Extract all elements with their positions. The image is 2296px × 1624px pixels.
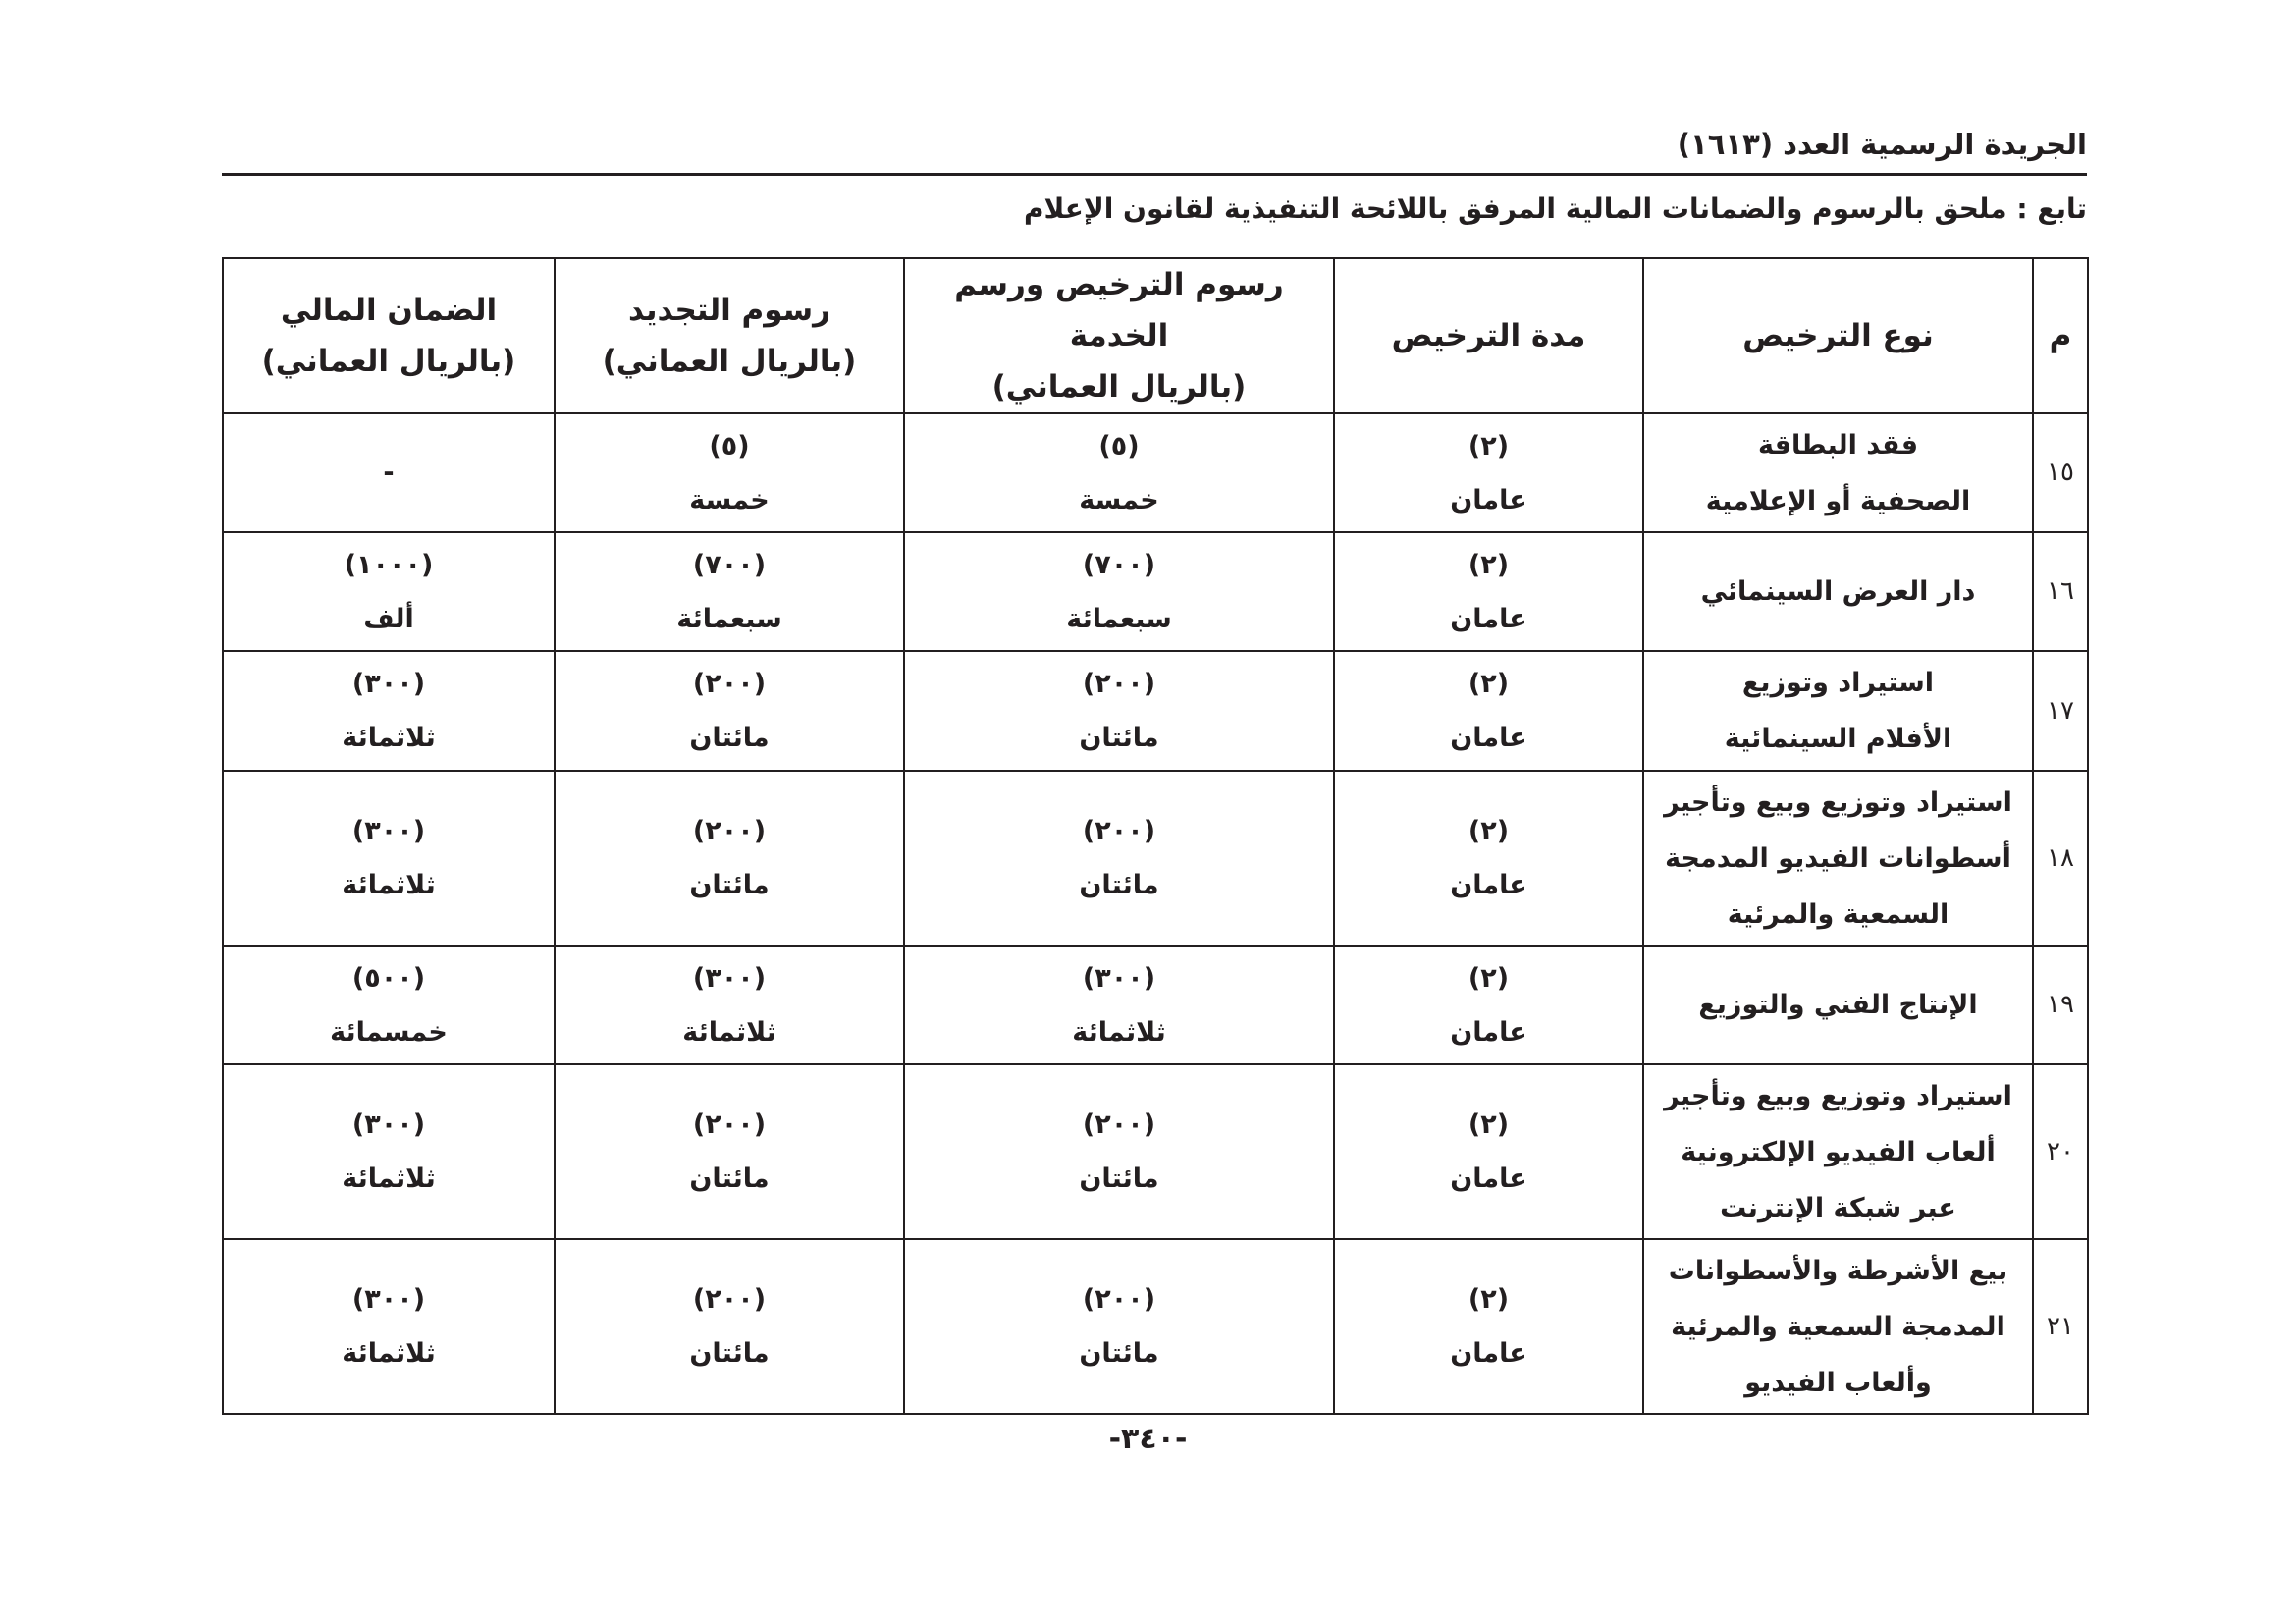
col-header-guarantee-line: الضمان المالي bbox=[280, 293, 498, 328]
renewal-fee-words: مائتان bbox=[689, 723, 770, 753]
duration-number: (٢) bbox=[1468, 962, 1510, 994]
annex-title: تابع : ملحق بالرسوم والضمانات المالية المرفق باللائحة التنفيذية لقانون الإعلام bbox=[1023, 192, 2087, 225]
row-number: ١٥ bbox=[2033, 413, 2088, 532]
renewal-fee-cell bbox=[555, 946, 904, 1064]
col-header-license-fee-line: رسوم الترخيص ورسم الخدمة bbox=[954, 267, 1284, 353]
guarantee-cell bbox=[223, 413, 555, 532]
license-fee-number: (٢٠٠) bbox=[1082, 1284, 1156, 1315]
row-number: ٢٠ bbox=[2033, 1064, 2088, 1239]
guarantee-words: ثلاثمائة bbox=[342, 1164, 436, 1194]
table-row bbox=[223, 532, 2088, 651]
duration-words: عامان bbox=[1450, 1016, 1527, 1048]
duration-words: عامان bbox=[1450, 870, 1527, 900]
renewal-fee-cell bbox=[555, 1239, 904, 1414]
duration-words: عامان bbox=[1450, 603, 1527, 634]
table-row bbox=[223, 946, 2088, 1064]
license-type-cell bbox=[1643, 532, 2033, 651]
renewal-fee-words: خمسة bbox=[689, 484, 770, 515]
license-type-line: وألعاب الفيديو bbox=[1744, 1367, 1932, 1398]
col-header-duration: مدة الترخيص bbox=[1334, 258, 1643, 413]
duration-number: (٢) bbox=[1468, 1284, 1510, 1315]
renewal-fee-cell bbox=[555, 532, 904, 651]
duration-cell bbox=[1334, 532, 1643, 651]
guarantee-words: ألف bbox=[363, 603, 414, 634]
col-header-renewal-fee-unit: (بالريال العماني) bbox=[602, 344, 857, 379]
duration-words: عامان bbox=[1450, 484, 1527, 515]
license-fee-words: مائتان bbox=[1079, 870, 1159, 900]
license-fee-cell bbox=[904, 1064, 1334, 1239]
guarantee-number: (٣٠٠) bbox=[351, 1284, 426, 1315]
table-row bbox=[223, 1239, 2088, 1414]
guarantee-words: ثلاثمائة bbox=[342, 723, 436, 753]
license-type-line: بيع الأشرطة والأسطوانات bbox=[1668, 1255, 2008, 1286]
guarantee-number: (١٠٠٠) bbox=[344, 549, 434, 580]
duration-number: (٢) bbox=[1468, 669, 1510, 699]
license-type-cell bbox=[1643, 946, 2033, 1064]
renewal-fee-number: (٢٠٠) bbox=[692, 1110, 767, 1140]
license-fee-number: (٣٠٠) bbox=[1082, 962, 1156, 994]
license-type-line: استيراد وتوزيع وبيع وتأجير bbox=[1664, 1080, 2012, 1111]
renewal-fee-cell bbox=[555, 651, 904, 771]
license-type-line: ألعاب الفيديو الإلكترونية bbox=[1681, 1136, 1996, 1167]
renewal-fee-number: (٢٠٠) bbox=[692, 669, 767, 699]
license-fee-cell bbox=[904, 1239, 1334, 1414]
renewal-fee-cell bbox=[555, 1064, 904, 1239]
duration-cell bbox=[1334, 946, 1643, 1064]
renewal-fee-number: (٢٠٠) bbox=[692, 816, 767, 846]
duration-cell bbox=[1334, 1239, 1643, 1414]
guarantee-cell bbox=[223, 946, 555, 1064]
duration-number: (٢) bbox=[1468, 430, 1510, 461]
row-number: ١٩ bbox=[2033, 946, 2088, 1064]
table-row bbox=[223, 1064, 2088, 1239]
guarantee-cell bbox=[223, 532, 555, 651]
license-fee-number: (٢٠٠) bbox=[1082, 1110, 1156, 1140]
license-type-line: استيراد وتوزيع وبيع وتأجير bbox=[1664, 786, 2012, 818]
license-fee-cell bbox=[904, 771, 1334, 946]
guarantee-cell bbox=[223, 651, 555, 771]
renewal-fee-words: مائتان bbox=[689, 1338, 770, 1369]
col-header-license-fee bbox=[904, 258, 1334, 413]
duration-cell bbox=[1334, 413, 1643, 532]
license-fee-cell bbox=[904, 651, 1334, 771]
renewal-fee-number: (٢٠٠) bbox=[692, 1284, 767, 1315]
page-number: -٣٤٠- bbox=[1108, 1422, 1188, 1456]
table-row bbox=[223, 771, 2088, 946]
license-fee-number: (٢٠٠) bbox=[1082, 669, 1156, 699]
license-type-cell bbox=[1643, 413, 2033, 532]
row-number: ٢١ bbox=[2033, 1239, 2088, 1414]
duration-number: (٢) bbox=[1468, 816, 1510, 846]
duration-number: (٢) bbox=[1468, 1110, 1510, 1140]
duration-number: (٢) bbox=[1468, 549, 1510, 580]
renewal-fee-cell bbox=[555, 413, 904, 532]
license-fee-words: مائتان bbox=[1079, 723, 1159, 753]
guarantee-dash: - bbox=[383, 458, 395, 488]
license-type-line: دار العرض السينمائي bbox=[1700, 576, 1976, 607]
guarantee-cell bbox=[223, 1239, 555, 1414]
license-type-cell bbox=[1643, 1239, 2033, 1414]
gazette-header: الجريدة الرسمية العدد (١٦١٣) bbox=[1677, 128, 2087, 161]
table-row bbox=[223, 413, 2088, 532]
duration-words: عامان bbox=[1450, 1338, 1527, 1369]
renewal-fee-words: مائتان bbox=[689, 1164, 770, 1194]
col-header-num: م bbox=[2033, 258, 2088, 413]
renewal-fee-number: (٣٠٠) bbox=[692, 962, 767, 994]
renewal-fee-words: مائتان bbox=[689, 870, 770, 900]
renewal-fee-cell bbox=[555, 771, 904, 946]
guarantee-number: (٣٠٠) bbox=[351, 669, 426, 699]
col-header-guarantee-unit: (بالريال العماني) bbox=[261, 344, 516, 379]
license-type-line: فقد البطاقة bbox=[1757, 429, 1918, 460]
guarantee-number: (٣٠٠) bbox=[351, 816, 426, 846]
license-fee-number: (٥) bbox=[1098, 430, 1140, 461]
renewal-fee-words: ثلاثمائة bbox=[682, 1016, 776, 1048]
renewal-fee-number: (٧٠٠) bbox=[692, 549, 767, 580]
fees-table bbox=[222, 257, 2089, 1415]
license-type-line: الأفلام السينمائية bbox=[1724, 724, 1952, 754]
license-type-cell bbox=[1643, 651, 2033, 771]
license-type-cell bbox=[1643, 771, 2033, 946]
license-type-line: السمعية والمرئية bbox=[1727, 898, 1949, 930]
col-header-license-type: نوع الترخيص bbox=[1643, 258, 2033, 413]
license-type-cell bbox=[1643, 1064, 2033, 1239]
license-fee-words: مائتان bbox=[1079, 1338, 1159, 1369]
duration-cell bbox=[1334, 651, 1643, 771]
guarantee-words: خمسمائة bbox=[330, 1016, 448, 1048]
guarantee-cell bbox=[223, 1064, 555, 1239]
guarantee-cell bbox=[223, 771, 555, 946]
duration-words: عامان bbox=[1450, 723, 1527, 753]
table-header-row bbox=[223, 258, 2088, 413]
license-fee-words: ثلاثمائة bbox=[1072, 1016, 1166, 1048]
table-row bbox=[223, 651, 2088, 771]
license-fee-words: مائتان bbox=[1079, 1164, 1159, 1194]
header-divider bbox=[222, 173, 2087, 176]
license-fee-number: (٧٠٠) bbox=[1082, 549, 1156, 580]
license-type-line: الصحفية أو الإعلامية bbox=[1705, 485, 1971, 516]
col-header-license-fee-unit: (بالريال العماني) bbox=[991, 369, 1247, 405]
renewal-fee-words: سبعمائة bbox=[676, 603, 782, 634]
license-type-line: المدمجة السمعية والمرئية bbox=[1671, 1311, 2005, 1342]
col-header-renewal-fee bbox=[555, 258, 904, 413]
license-fee-number: (٢٠٠) bbox=[1082, 816, 1156, 846]
col-header-renewal-fee-line: رسوم التجديد bbox=[628, 293, 830, 328]
license-fee-cell bbox=[904, 413, 1334, 532]
row-number: ١٨ bbox=[2033, 771, 2088, 946]
row-number: ١٧ bbox=[2033, 651, 2088, 771]
license-fee-words: سبعمائة bbox=[1066, 603, 1172, 634]
guarantee-number: (٥٠٠) bbox=[351, 962, 426, 994]
guarantee-number: (٣٠٠) bbox=[351, 1110, 426, 1140]
guarantee-words: ثلاثمائة bbox=[342, 870, 436, 900]
license-type-line: أسطوانات الفيديو المدمجة bbox=[1665, 842, 2011, 874]
renewal-fee-number: (٥) bbox=[709, 430, 750, 461]
license-type-line: عبر شبكة الإنترنت bbox=[1720, 1192, 1956, 1223]
duration-words: عامان bbox=[1450, 1164, 1527, 1194]
duration-cell bbox=[1334, 771, 1643, 946]
license-fee-words: خمسة bbox=[1079, 484, 1159, 515]
col-header-guarantee bbox=[223, 258, 555, 413]
license-type-line: استيراد وتوزيع bbox=[1741, 668, 1935, 698]
row-number: ١٦ bbox=[2033, 532, 2088, 651]
license-fee-cell bbox=[904, 946, 1334, 1064]
license-fee-cell bbox=[904, 532, 1334, 651]
guarantee-words: ثلاثمائة bbox=[342, 1338, 436, 1369]
license-type-line: الإنتاج الفني والتوزيع bbox=[1698, 990, 1978, 1020]
duration-cell bbox=[1334, 1064, 1643, 1239]
